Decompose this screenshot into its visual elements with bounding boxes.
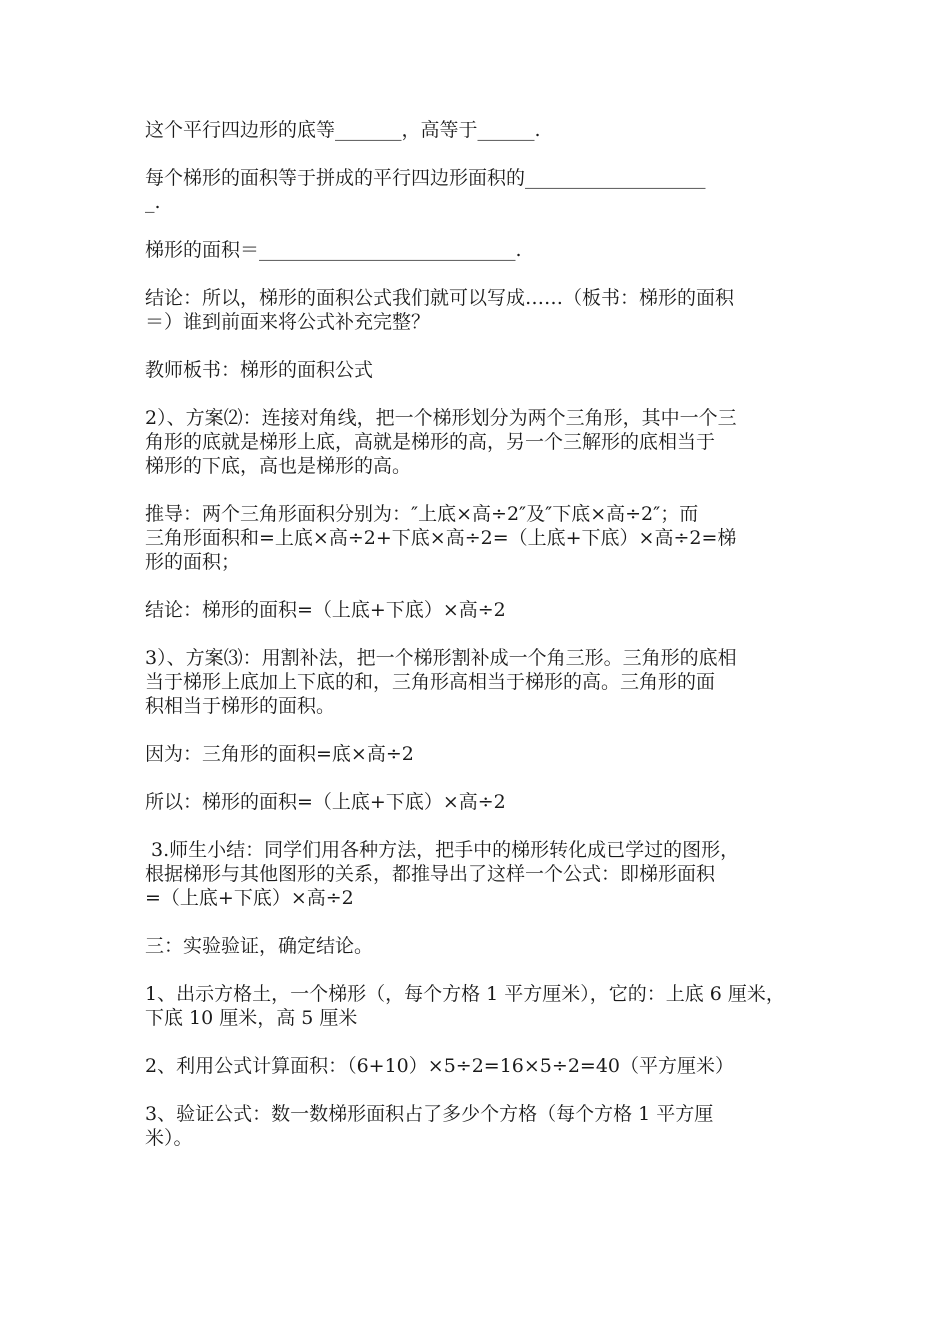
paragraph-because: 因为：三角形的面积=底×高÷2 bbox=[145, 743, 414, 765]
paragraph-conclusion-formula: 结论：所以，梯形的面积公式我们就可以写成……（板书：梯形的面积 ＝）谁到前面来将公式补充完整？ bbox=[145, 287, 735, 333]
paragraph-method-2: 2）、方案⑵：连接对角线，把一个梯形划分为两个三角形，其中一个三 角形的底就是梯形上底，高就是梯形的高，另一个三解形的底相当于 梯形的下底，高也是梯形的高。 bbox=[145, 407, 737, 477]
paragraph-teacher-board: 教师板书：梯形的面积公式 bbox=[145, 359, 374, 381]
paragraph-trapezoid-area-blank: 梯形的面积＝___________________________. bbox=[145, 239, 522, 261]
paragraph-parallelogram-base-height: 这个平行四边形的底等_______，高等于______. bbox=[145, 119, 541, 141]
paragraph-derivation: 推导：两个三角形面积分别为：″上底×高÷2″及″下底×高÷2″；而 三角形面积和=上底×高÷2+下底×高÷2=（上底+下底）×高÷2=梯 形的面积； bbox=[145, 503, 737, 573]
paragraph-method-3: 3）、方案⑶：用割补法，把一个梯形割补成一个角三形。三角形的底相 当于梯形上底加上下底的和，三角形高相当于梯形的高。三角形的面 积相当于梯形的面积。 bbox=[145, 647, 737, 717]
paragraph-summary: 3.师生小结：同学们用各种方法，把手中的梯形转化成已学过的图形， 根据梯形与其他图形的关系，都推导出了这样一个公式：即梯形面积 =（上底+下底）×高÷2 bbox=[145, 839, 740, 909]
document-body bbox=[145, 118, 807, 1174]
paragraph-conclusion-2: 结论：梯形的面积=（上底+下底）×高÷2 bbox=[145, 599, 506, 621]
paragraph-step-1: 1、出示方格土，一个梯形（，每个方格 1 平方厘米），它的：上底 6 厘米， 下底 10 厘米，高 5 厘米 bbox=[145, 983, 785, 1029]
paragraph-step-2: 2、利用公式计算面积：（6+10）×5÷2=16×5÷2=40（平方厘米） bbox=[145, 1055, 735, 1077]
paragraph-section-three: 三：实验验证，确定结论。 bbox=[145, 935, 374, 957]
paragraph-trapezoid-area-fraction: 每个梯形的面积等于拼成的平行四边形面积的___________________ _. bbox=[145, 167, 706, 213]
paragraph-therefore: 所以：梯形的面积=（上底+下底）×高÷2 bbox=[145, 791, 506, 813]
paragraph-step-3: 3、验证公式：数一数梯形面积占了多少个方格（每个方格 1 平方厘 米）。 bbox=[145, 1103, 714, 1149]
